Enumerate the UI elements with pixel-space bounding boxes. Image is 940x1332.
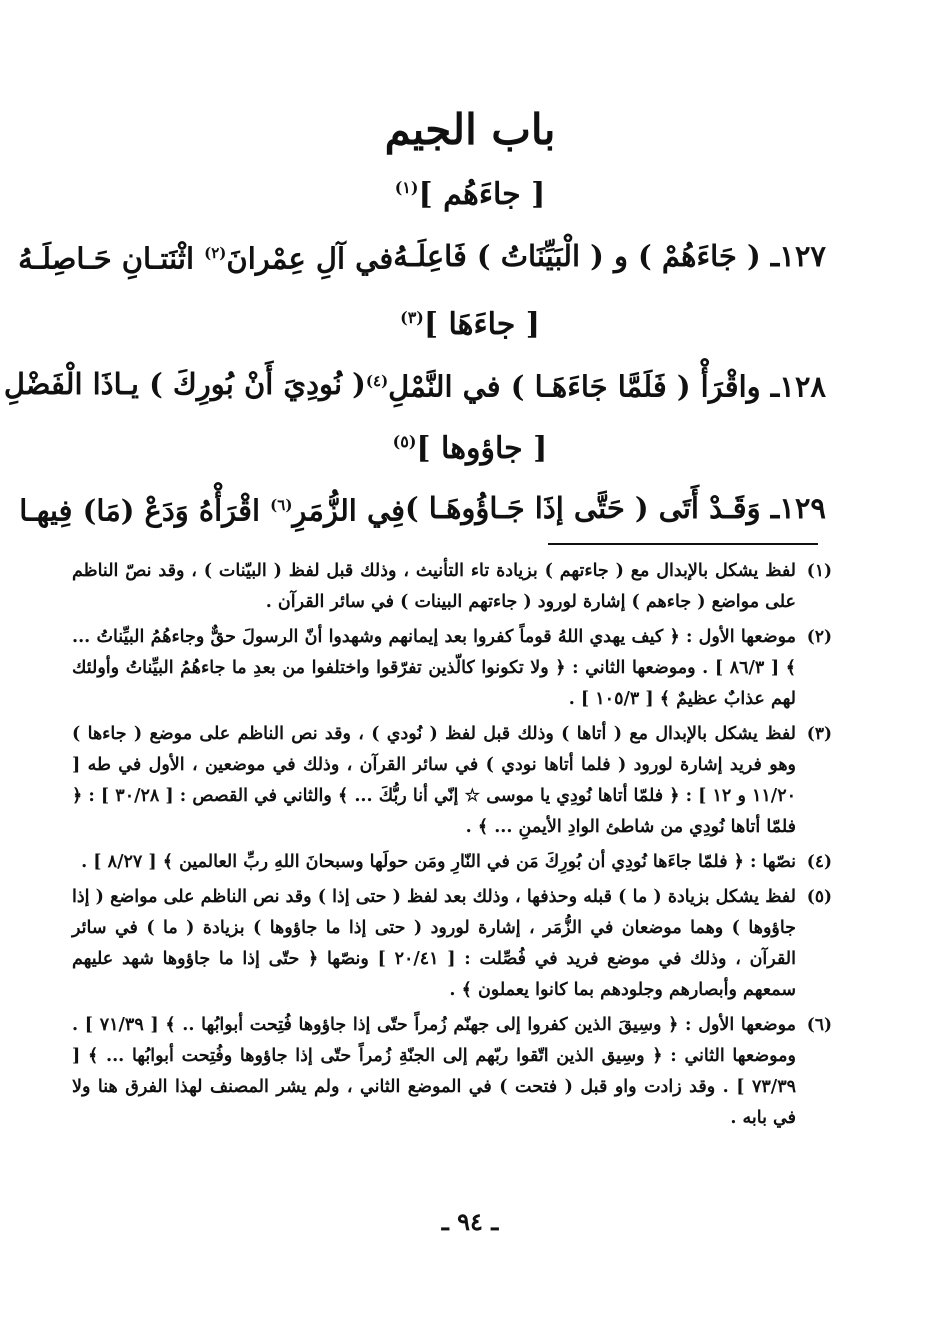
footnote-number: (٣)	[806, 724, 832, 744]
footnote-ref: (٦)	[270, 496, 293, 515]
footnotes	[72, 556, 832, 1138]
page-number: ـ ٩٤ ـ	[441, 1207, 499, 1236]
footnote-separator	[548, 543, 818, 545]
chapter-title: باب الجيم	[384, 105, 556, 154]
verse-line	[18, 226, 826, 286]
footnote-ref: (٣)	[400, 308, 424, 327]
verse-text: فِي الزُّمَرِ	[292, 493, 405, 528]
verse-first-hemistich: ١٢٩ـ وَقَـدْ أَتَى ( حَتَّى إذَا جَـاؤُوهَـا )	[404, 491, 826, 525]
verse-line	[3, 354, 826, 414]
footnote-text: نصّها : ﴿ فلمّا جاءَها نُودِي أن بُورِكَ مَن في النّارِ ومَن حولَها وسبحانَ اللهِ ربِّ العالمين ﴾ [ ٨/٢٧ ] .	[81, 852, 796, 872]
footnote	[72, 1010, 832, 1134]
verse-second-hemistich	[18, 223, 393, 289]
section-heading	[0, 166, 940, 217]
footnote-ref: (١)	[394, 178, 419, 197]
verse-text: في آلِ عِمْرانَ	[226, 241, 394, 276]
footnote	[72, 847, 832, 878]
footnote-ref: (٤)	[365, 372, 389, 391]
footnote-text: موضعها الأول : ﴿ وسِيقَ الذين كفروا إلى جهنّم زُمراً حتّى إذا جاؤوها فُتِحت أبوابُها .. ﴾ [ ٧١/٣٩ ] . وموضعها الثاني : ﴿ وسِيق الذين اتّقوا ربّهم إلى الجنّةِ زُمراً حتّى إذا جاؤوها وفُتِحت أبوابُها ... ﴾ [ ٧٣/٣٩ ] . وقد زادت واو قبل ( فتحت ) في الموضع الثاني ، ولم يشر المصنف لهذا الفرق هنا ولا في بابه .	[72, 1015, 796, 1128]
verse-text: اثْنَتـانِ حَـاصِلَـهُ	[18, 241, 205, 276]
verse-text: اقْرَأْهُ وَدَعْ (مَا) فِيهـا	[19, 493, 271, 528]
footnote-ref: (٢)	[204, 244, 227, 263]
section-heading	[0, 420, 940, 471]
footnote	[72, 622, 832, 715]
footnote-text: موضعها الأول : ﴿ كيف يهدي اللهُ قوماً كفروا بعد إيمانهم وشهدوا أنّ الرسولَ حقٌّ وجاءهُمُ البيِّناتُ ... ﴾ [ ٨٦/٣ ] . وموضعها الثاني : ﴿ ولا تكونوا كالّذين تفرّقوا واختلفوا من بعدِ ما جاءهُمُ البيِّناتُ وأولئك لهم عذابٌ عظيمٌ ﴾ [ ١٠٥/٣ ] .	[72, 627, 796, 709]
heading-text: [ جاءَهُم ]	[418, 177, 546, 212]
verse-first-hemistich: ١٢٧ـ ( جَاءَهُمْ ) و ( الْبَيِّنَاتُ ) فَاعِلَـهُ	[393, 239, 826, 273]
footnote-text: لفظ يشكل بالإبدال مع ( جاءتهم ) بزيادة تاء التأنيث ، وذلك قبل لفظ ( البيّنات ) ، وقد نصّ الناظم على مواضع ( جاءهم ) إشارة لورود ( جاءتهم البينات ) في سائر القرآن .	[72, 561, 797, 612]
verse-text: ١٢٨ـ واقْرَأْ ( فَلَمَّا جَاءَهَـا ) في النَّمْلِ	[388, 369, 826, 404]
verse-first-hemistich	[366, 351, 826, 417]
footnote	[72, 882, 832, 1006]
footnote-number: (٥)	[806, 887, 832, 907]
heading-text: [ جاؤوها ]	[416, 431, 548, 466]
footnote-number: (٦)	[806, 1015, 832, 1035]
footnote	[72, 556, 832, 618]
section-heading	[0, 296, 940, 347]
footnote-text: لفظ يشكل بزيادة ( ما ) قبله وحذفها ، وذلك بعد لفظ ( حتى إذا ) وقد نص الناظم على مواضع ( إذا جاؤوها ) وهما موضعان في الزُّمَر ، إشارة لورود ( حتى إذا ما جاؤوها ) بزيادة ( ما ) في سائر القرآن ، وذلك في موضع فريد في فُصِّلت : [ ٢٠/٤١ ] ونصّها ﴿ حتّى إذا ما جاؤوها شهد عليهم سمعهم وأبصارهم وجلودهم بما كانوا يعملون ﴾ .	[72, 887, 796, 1000]
footnote	[72, 719, 832, 843]
footnote-number: (١)	[806, 561, 832, 581]
footnote-ref: (٥)	[392, 432, 417, 451]
verse-line	[19, 478, 826, 538]
footnote-number: (٢)	[806, 627, 832, 647]
footnote-text: لفظ يشكل بالإبدال مع ( أتاها ) وذلك قبل لفظ ( نُودي ) ، وقد نص الناظم على موضع ( جاءها ) وهو فريد إشارة لورود ( فلما أتاها نودي ) في سائر القرآن ، وذلك في موضعين ، الأول في طه [ ١١/٢٠ و ١٢ ] : ﴿ فلمّا أتاها نُودِي يا موسى ☆ إنّي أنا ربُّكَ ... ﴾ والثاني في القصص : [ ٣٠/٢٨ ] : ﴿ فلمّا أتاها نُودِي من شاطئ الوادِ الأيمنِ ... ﴾ .	[72, 724, 796, 837]
verse-second-hemistich: ( نُودِيَ أَنْ بُورِكَ ) يـاذَا الْفَضْلِ	[3, 367, 366, 401]
heading-text: [ جاءَهَا ]	[423, 307, 540, 342]
footnote-number: (٤)	[806, 852, 832, 872]
verse-second-hemistich	[19, 475, 405, 541]
